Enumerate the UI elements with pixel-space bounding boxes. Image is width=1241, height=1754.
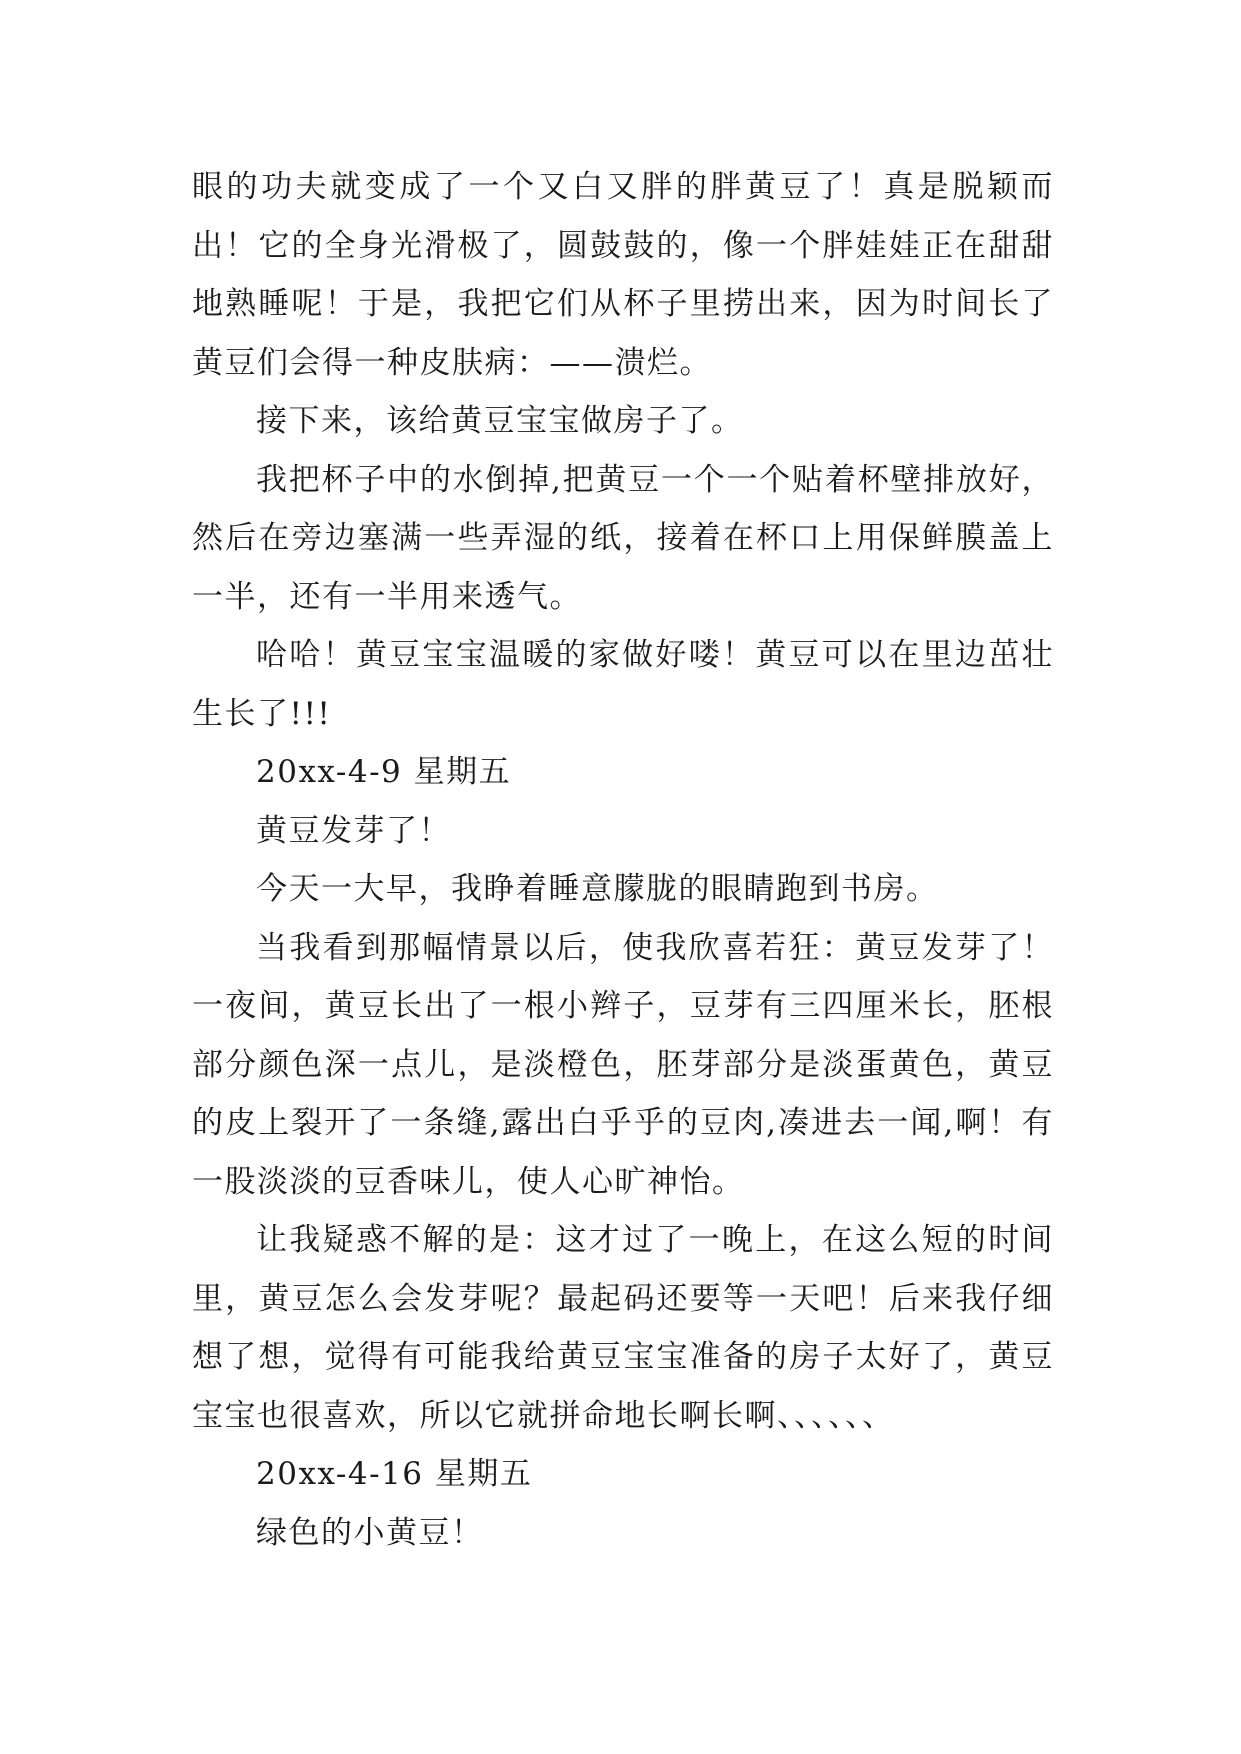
date-heading-2: 20xx-4-16 星期五 bbox=[256, 1456, 533, 1492]
paragraph-3: 我把杯子中的水倒掉,把黄豆一个一个贴着杯壁排放好，然后在旁边塞满一些弄湿的纸，接着在杯口上用保鲜膜盖上一半，还有一半用来透气。 bbox=[192, 461, 1054, 615]
paragraph-1: 眼的功夫就变成了一个又白又胖的胖黄豆了！真是脱颖而出！它的全身光滑极了，圆鼓鼓的，像一个胖娃娃正在甜甜地熟睡呢！于是，我把它们从杯子里捞出来，因为时间长了黄豆们会得一种皮肤病：——溃烂。 bbox=[192, 169, 1054, 381]
paragraph-6: 当我看到那幅情景以后，使我欣喜若狂：黄豆发芽了！一夜间，黄豆长出了一根小辫子，豆芽有三四厘米长，胚根部分颜色深一点儿，是淡橙色，胚芽部分是淡蛋黄色，黄豆的皮上裂开了一条缝,露出白乎乎的豆肉,凑进去一闻,啊！有一股淡淡的豆香味儿，使人心旷神怡。 bbox=[192, 929, 1054, 1200]
paragraph-2: 接下来，该给黄豆宝宝做房子了。 bbox=[256, 403, 744, 439]
paragraph-7: 让我疑惑不解的是：这才过了一晚上，在这么短的时间里，黄豆怎么会发芽呢？最起码还要等一天吧！后来我仔细想了想，觉得有可能我给黄豆宝宝准备的房子太好了，黄豆宝宝也很喜欢，所以它就拼命地长啊长啊、、、、、、 bbox=[192, 1222, 1054, 1434]
paragraph-5: 今天一大早，我睁着睡意朦胧的眼睛跑到书房。 bbox=[256, 871, 939, 907]
section-title-2: 绿色的小黄豆！ bbox=[256, 1514, 484, 1551]
document-body bbox=[192, 158, 1054, 1562]
date-heading-1: 20xx-4-9 星期五 bbox=[256, 754, 512, 790]
section-title-1: 黄豆发芽了！ bbox=[256, 812, 451, 849]
paragraph-4: 哈哈！黄豆宝宝温暖的家做好喽！黄豆可以在里边茁壮生长了!!! bbox=[192, 637, 1054, 732]
